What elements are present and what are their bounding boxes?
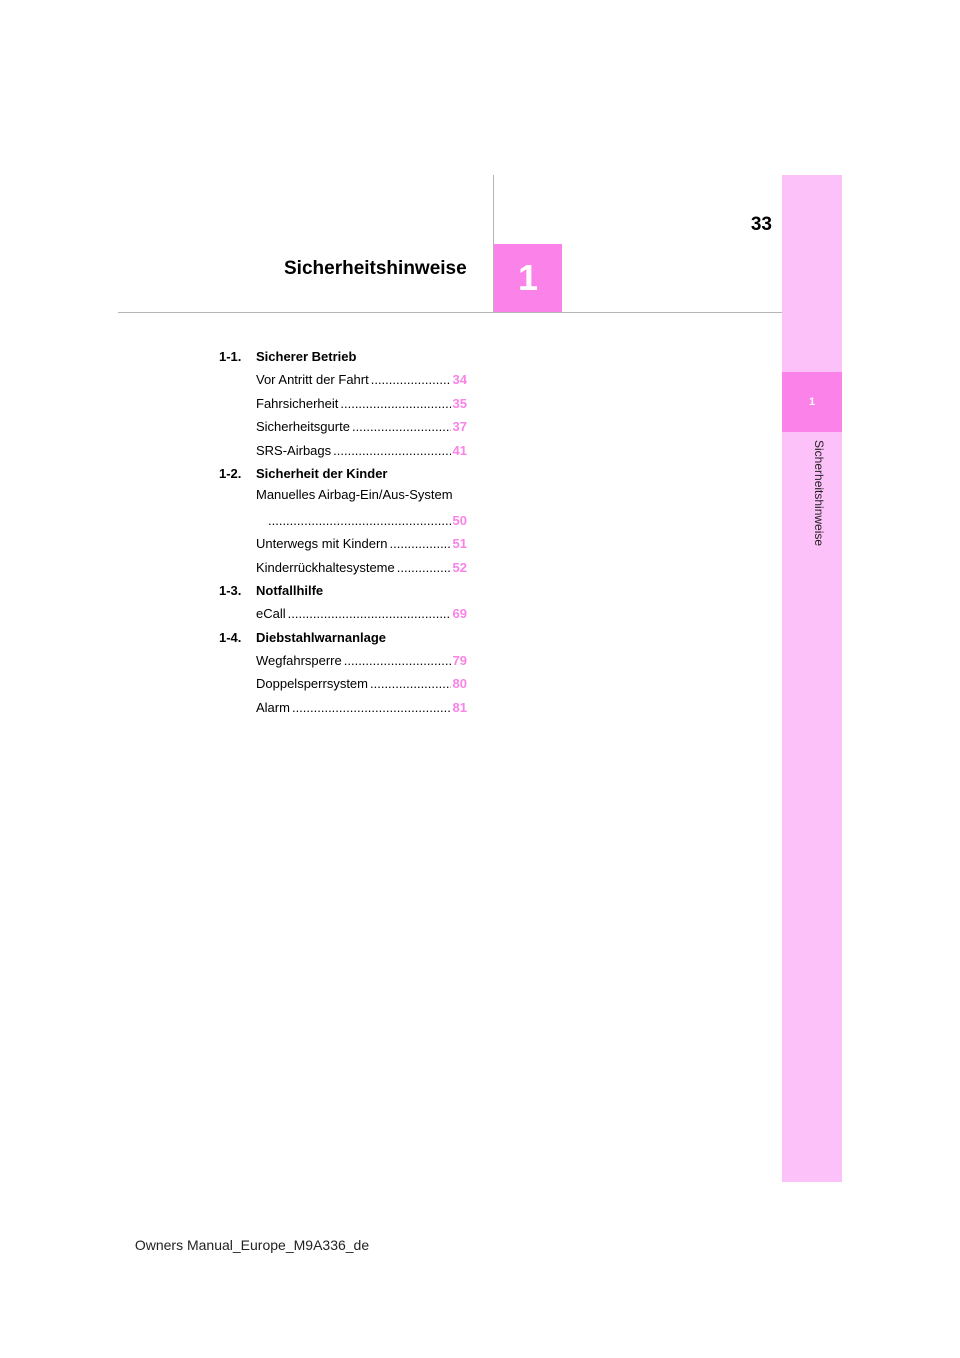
dot-leader (268, 509, 451, 532)
chapter-number-box: 1 (494, 244, 562, 312)
section-title: Sicherer Betrieb (256, 349, 357, 364)
footer-manual-id: Owners Manual_Europe_M9A336_de (134, 1237, 370, 1253)
toc-entry-label: Vor Antritt der Fahrt (256, 372, 369, 388)
toc-entry-label: Manuelles Airbag-Ein/Aus-System (256, 487, 453, 503)
dot-leader (342, 649, 451, 672)
toc-section (219, 579, 467, 602)
toc-entry[interactable] (219, 696, 467, 719)
toc-section (219, 345, 467, 368)
side-tab-number[interactable]: 1 (782, 372, 842, 432)
toc-entry-label: Doppelsperrsystem (256, 676, 368, 692)
toc-page-link[interactable]: 69 (452, 606, 467, 622)
dot-leader (350, 415, 451, 438)
side-tab-label: Sicherheitshinweise (812, 440, 826, 547)
toc-page-link[interactable]: 35 (452, 395, 467, 411)
toc-entry[interactable] (219, 439, 467, 462)
dot-leader (388, 532, 451, 555)
dot-leader (369, 368, 451, 391)
toc-entry-label: SRS-Airbags (256, 442, 332, 458)
toc-entry[interactable] (219, 672, 467, 695)
toc-page-link[interactable]: 34 (452, 372, 467, 388)
chapter-side-tab (782, 175, 842, 1182)
toc-entry[interactable] (219, 485, 467, 532)
toc-entry-label: Sicherheitsgurte (256, 419, 350, 435)
toc-entry[interactable] (219, 556, 467, 579)
toc-entry[interactable] (219, 532, 467, 555)
toc-entry-label: eCall (256, 606, 286, 622)
section-number: 1-3. (219, 582, 242, 598)
chapter-title: Sicherheitshinweise (284, 258, 467, 279)
section-title: Sicherheit der Kinder (256, 465, 388, 481)
toc-page-link[interactable]: 41 (452, 442, 467, 458)
toc-page-link[interactable]: 51 (452, 536, 467, 552)
dot-leader (290, 696, 451, 719)
toc-entry[interactable] (219, 368, 467, 391)
toc-entry-label: Wegfahrsperre (256, 653, 342, 669)
toc-entry-label: Unterwegs mit Kindern (256, 536, 388, 552)
toc-page-link[interactable]: 80 (452, 676, 467, 692)
dot-leader (395, 556, 451, 579)
page-number: 33 (750, 214, 772, 235)
toc-page-link[interactable]: 81 (452, 699, 467, 715)
dot-leader (286, 602, 451, 625)
toc-entry[interactable] (219, 415, 467, 438)
toc-section (219, 462, 467, 485)
section-title: Notfallhilfe (256, 582, 324, 598)
toc-entry-label: Alarm (256, 699, 290, 715)
toc-page-link[interactable]: 79 (452, 653, 467, 669)
toc-page-link[interactable]: 52 (452, 559, 467, 575)
dot-leader (338, 392, 450, 415)
section-title: Diebstahlwarnanlage (256, 629, 387, 645)
table-of-contents (219, 345, 467, 719)
section-number: 1-2. (219, 465, 242, 481)
toc-entry[interactable] (219, 602, 467, 625)
section-number: 1-1. (219, 349, 242, 364)
dot-leader (368, 672, 451, 695)
toc-section (219, 626, 467, 649)
toc-page-link[interactable]: 50 (452, 512, 467, 528)
toc-entry-label: Kinderrückhaltesysteme (256, 559, 395, 575)
toc-entry-label: Fahrsicherheit (256, 395, 339, 411)
header-horizontal-rule (118, 312, 782, 313)
toc-entry[interactable] (219, 392, 467, 415)
section-number: 1-4. (219, 629, 242, 645)
dot-leader (331, 439, 450, 462)
toc-entry[interactable] (219, 649, 467, 672)
toc-page-link[interactable]: 37 (452, 419, 467, 435)
